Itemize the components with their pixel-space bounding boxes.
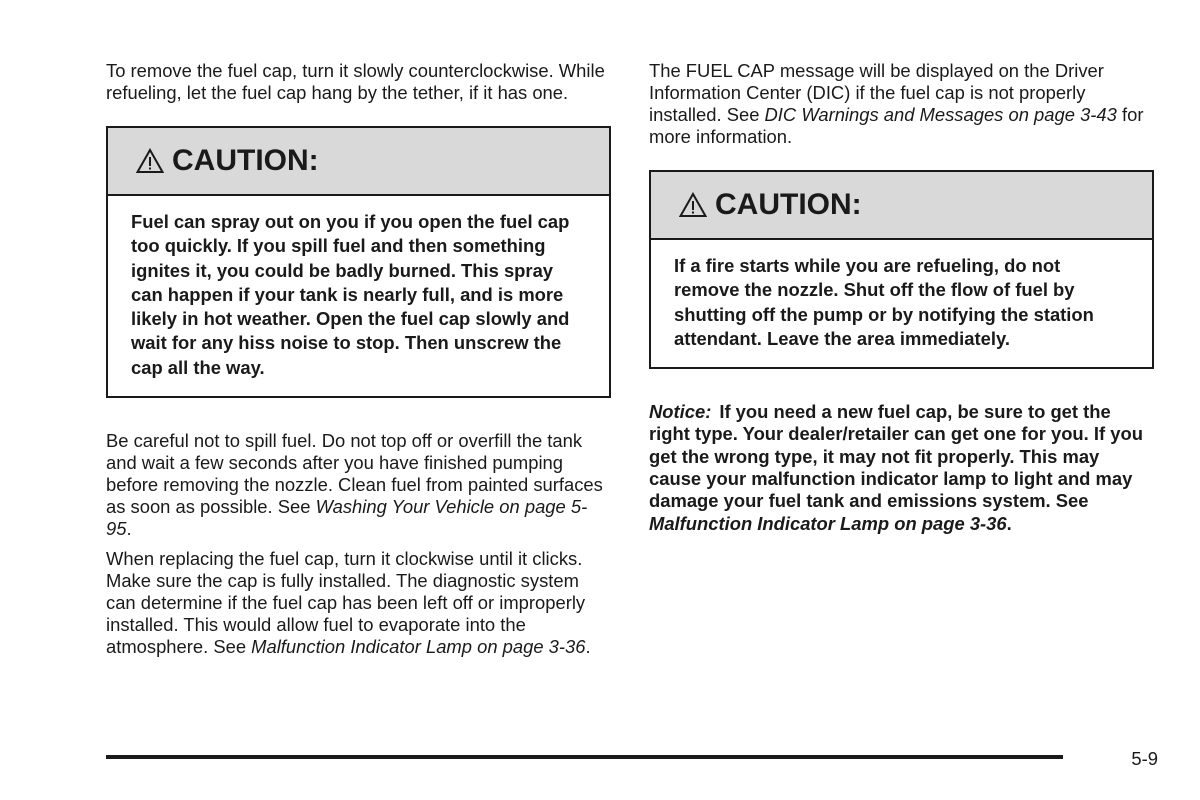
caution-box-fuel-spray xyxy=(106,126,611,398)
intro-paragraph: To remove the fuel cap, turn it slowly counterclockwise. While refueling, let the fuel cap hang by the tether, if it has one. xyxy=(106,60,605,103)
cross-reference: Malfunction Indicator Lamp on page 3-36 xyxy=(649,512,1007,534)
caution-text: If a fire starts while you are refueling, do not remove the nozzle. Shut off the flow of fuel by shutting off the pump or by notifying the station attendant. Leave the area immediately. xyxy=(674,255,1094,349)
footer-rule xyxy=(106,755,1063,759)
warning-triangle-icon xyxy=(136,148,164,174)
caution-box-fire xyxy=(649,170,1154,369)
notice-paragraph: Notice: If you need a new fuel cap, be sure to get the right type. Your dealer/retailer can get one for you. If you get the wrong type, it may not fit properly. This may cause your malfunction indicator lamp to light and may damage your fuel tank and emissions system. See Malfunction Indicator Lamp on page 3-36. xyxy=(649,401,1143,534)
cross-reference: Malfunction Indicator Lamp on page 3-36 xyxy=(251,636,586,658)
paragraph-text: The FUEL CAP message will be displayed on the Driver Information Center (DIC) if the fuel cap is not properly installed. See xyxy=(649,60,1104,125)
right-column xyxy=(649,60,1154,535)
refueling-care-paragraph: Be careful not to spill fuel. Do not top off or overfill the tank and wait a few seconds after you have finished pumping before removing the nozzle. Clean fuel from painted surfaces as soon as possible. See Washing Your Vehicle on page 5-95. xyxy=(106,430,603,540)
cross-reference: DIC Warnings and Messages on page 3-43 xyxy=(764,104,1117,125)
caution-title: CAUTION: xyxy=(715,188,862,221)
cross-reference: Washing Your Vehicle on page 5-95 xyxy=(106,496,588,540)
notice-label: Notice: xyxy=(649,401,712,423)
caution-text: Fuel can spray out on you if you open the fuel cap too quickly. If you spill fuel and then something ignites it, you could be badly burned. This spray can happen if your tank is nearly full, and is more likely in hot weather. Open the fuel cap slowly and wait for any hiss noise to stop. Then unscrew the cap all the way. xyxy=(131,211,570,378)
notice-text: If you need a new fuel cap, be sure to get the right type. Your dealer/retailer can get one for you. If you get the wrong type, it may not fit properly. This may cause your malfunction indicator lamp to light and may damage your fuel tank and emissions system. See xyxy=(649,401,1143,512)
caution-title: CAUTION: xyxy=(172,144,319,177)
paragraph-text: When replacing the fuel cap, turn it clockwise until it clicks. Make sure the cap is fully installed. The diagnostic system can determine if the fuel cap has been left off or improperly installed. This would allow fuel to evaporate into the atmosphere. See xyxy=(106,548,586,658)
replacing-cap-paragraph: When replacing the fuel cap, turn it clockwise until it clicks. Make sure the cap is fully installed. The diagnostic system can determine if the fuel cap has been left off or improperly installed. This would allow fuel to evaporate into the atmosphere. See Malfunction Indicator Lamp on page 3-36. xyxy=(106,548,591,658)
caution-header xyxy=(108,128,609,196)
fuel-cap-message-paragraph: The FUEL CAP message will be displayed on the Driver Information Center (DIC) if the fuel cap is not properly installed. See DIC Warnings and Messages on page 3-43 for more information. xyxy=(649,60,1144,147)
left-column xyxy=(106,60,611,666)
warning-triangle-icon xyxy=(679,192,707,218)
caution-header xyxy=(651,172,1152,240)
paragraph-text: Be careful not to spill fuel. Do not top off or overfill the tank and wait a few seconds after you have finished pumping before removing the nozzle. Clean fuel from painted surfaces as soon as possible. See xyxy=(106,430,603,518)
page-number: 5-9 xyxy=(1131,748,1158,769)
